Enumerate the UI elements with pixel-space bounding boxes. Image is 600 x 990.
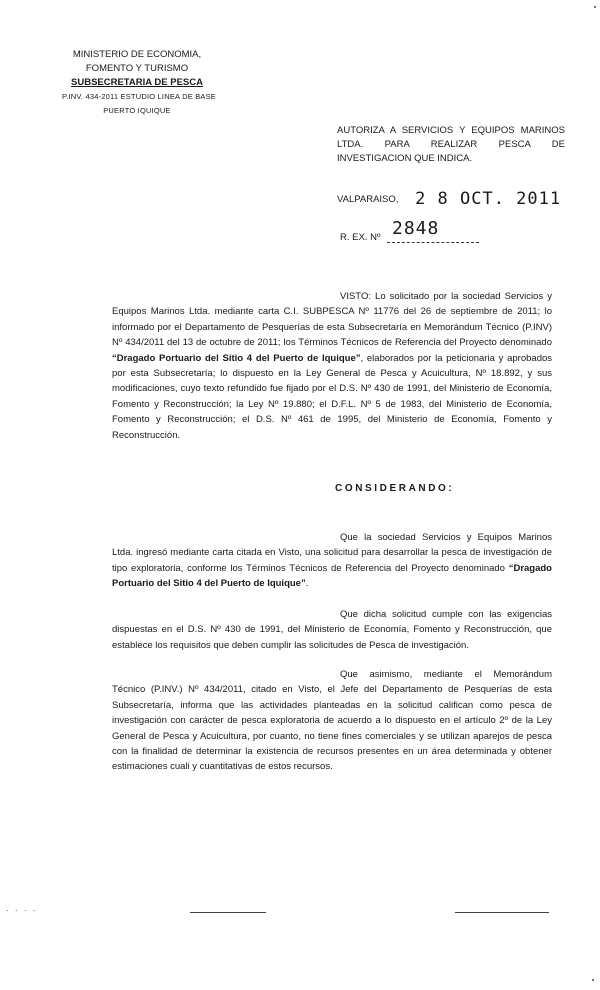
- date-place: VALPARAISO,: [337, 194, 399, 205]
- resolution-number-line: [340, 218, 479, 243]
- considerando-1-text-a: Que la sociedad Servicios y Equipos Marinos Ltda. ingresó mediante carta citada en Visto, una solicitud para desarrollar la pesca de investigación de tipo exploratoria, conforme los Términos Técnicos de Referencia del Proyecto denominado: [112, 532, 552, 574]
- header-location: PUERTO IQUIQUE: [103, 106, 171, 115]
- number-blank-line: [387, 242, 479, 243]
- resolution-label: R. EX. Nº: [340, 232, 381, 243]
- considerando-paragraph-2: Que dicha solicitud cumple con las exigencias dispuestas en el D.S. Nº 430 de 1991, del Ministerio de Economía, Fomento y Reconstrucción, que establece los requisitos que deben cumplir las solicitudes de Pesca de investigación.: [112, 609, 552, 651]
- resolution-number: 2848: [392, 218, 440, 239]
- date-stamp: 2 8 OCT. 2011: [415, 189, 562, 209]
- header-ministry: MINISTERIO DE ECONOMIA,: [72, 49, 202, 60]
- scan-speck: [594, 6, 596, 8]
- date-line: [337, 189, 561, 209]
- visto-label: VISTO:: [340, 291, 371, 302]
- considerando-1-text-b: .: [305, 578, 309, 590]
- scan-speck: [592, 979, 594, 981]
- visto-text-a: Lo solicitado por la sociedad Servicios y Equipos Marinos Ltda. mediante carta C.I. SUBPESCA Nº 11776 del 26 de septiembre de 2011; lo informado por el Departamento de Pesquerías de esta Subsecretaría en Memorándum Técnico (P.INV) Nº 434/2011 del 13 de octubre de 2011; los Términos Técnicos de Referencia del Proyecto denominado: [112, 291, 552, 349]
- resolution-subject: AUTORIZA A SERVICIOS Y EQUIPOS MARINOS LTDA. PARA REALIZAR PESCA DE INVESTIGACION QUE INDICA.: [337, 125, 565, 164]
- considerando-1-project-name: “Dragado Portuario del Sitio 4 del Puerto de Iquique”: [112, 562, 552, 590]
- visto-text-b: , elaborados por la peticionaria y aprobados por esta Subsecretaría; lo dispuesto en la Ley General de Pesca y Acuicultura, Nº 18.892, y sus modificaciones, cuyo texto refundido fue fijado por el D.S. Nº 430 de 1991, del Ministerio de Economía, Fomento y Reconstrucción; la Ley Nº 19.880; el D.F.L. Nº 5 de 1983, del Ministerio de Economía, Fomento y Reconstrucción; el D.S. Nº 461 de 1995, del Ministerio de Economía, Fomento y Reconstrucción.: [112, 352, 553, 441]
- header-ministry-sub: FOMENTO Y TURISMO: [85, 63, 189, 74]
- footer-rule-right: [455, 912, 549, 913]
- footer-dots: . . . .: [6, 903, 38, 913]
- header-subsecretaria: SUBSECRETARIA DE PESCA: [71, 77, 203, 88]
- footer-rule-left: [190, 912, 266, 913]
- header-reference: P.INV. 434-2011 ESTUDIO LINEA DE BASE: [62, 92, 217, 101]
- ministry-header: [62, 48, 217, 118]
- considerando-paragraph-3: Que asimismo, mediante el Memorándum Técnico (P.INV.) Nº 434/2011, citado en Visto, el Jefe del Departamento de Pesquerías de esta Subsecretaría, informa que las actividades planteadas en la solicitud califican como pesca de investigación con carácter de pesca exploratoria de acuerdo a lo dispuesto en el artículo 2º de la Ley General de Pesca y Acuicultura, por cuanto, no tiene fines comerciales y se utilizan aparejos de pesca con la finalidad de determinar la existencia de recursos presentes en un área determinada y obtener estimaciones cuali y cuantitativas de estos recursos.: [112, 669, 552, 773]
- considerando-paragraph-1: [112, 530, 552, 592]
- visto-paragraph: [112, 289, 552, 443]
- visto-project-name: “Dragado Portuario del Sitio 4 del Puerto de Iquique”: [112, 352, 361, 364]
- considerando-heading: CONSIDERANDO:: [335, 483, 455, 494]
